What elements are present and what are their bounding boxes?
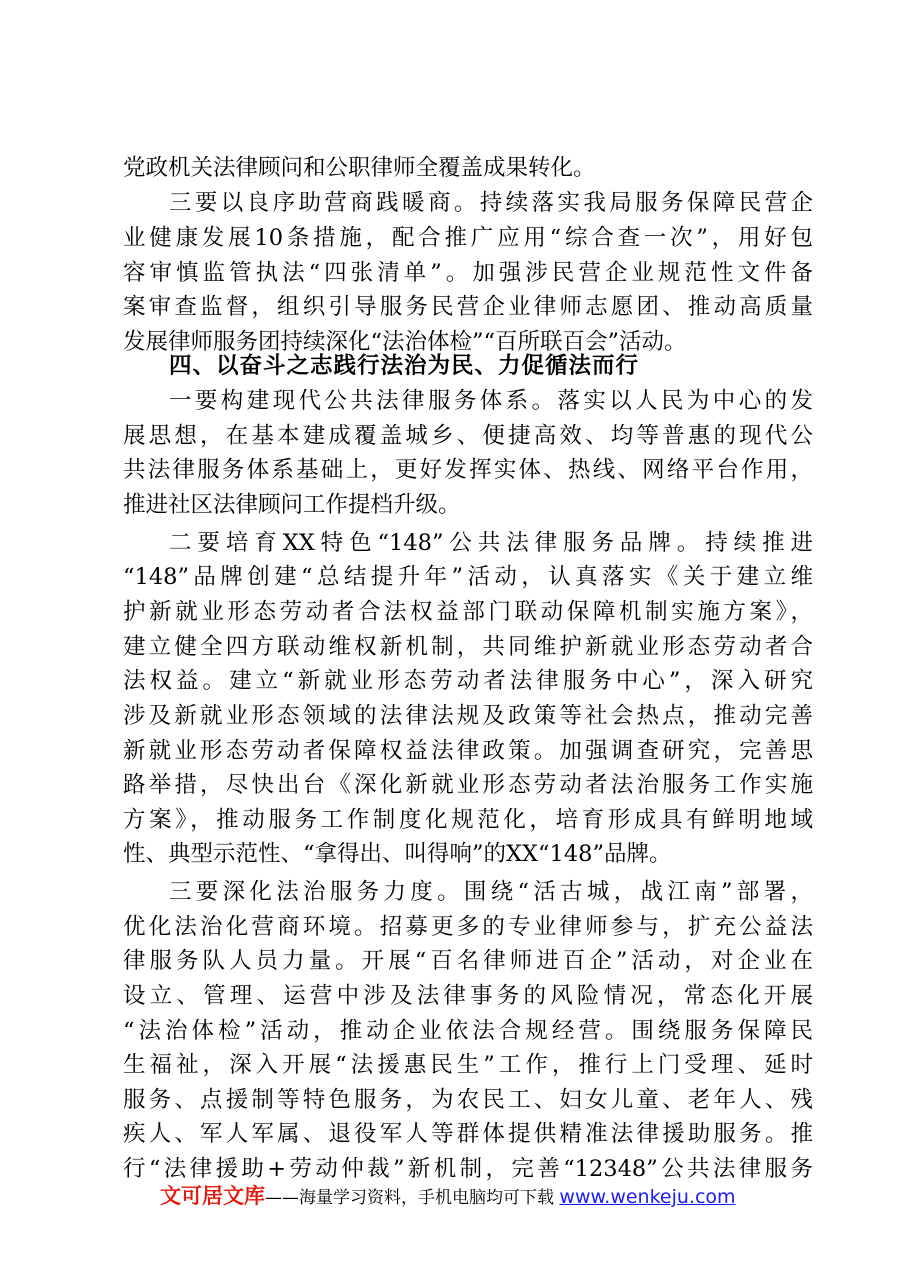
paragraph-line: 疾人、军人军属、退役军人等群体提供精准法律援助服务。推 — [123, 1121, 813, 1147]
paragraph-line: 业健康发展10条措施，配合推广应用“综合查一次”，用好包 — [123, 225, 813, 251]
paragraph-line: 推进社区法律顾问工作提档升级。 — [123, 492, 461, 518]
paragraph-line: 展思想，在基本建成覆盖城乡、便捷高效、均等普惠的现代公 — [123, 423, 813, 449]
footer-brand: 文可居文库 — [160, 1184, 265, 1208]
paragraph-line: 一要构建现代公共法律服务体系。落实以人民为中心的发 — [169, 388, 813, 414]
footer-url-link[interactable]: www.wenkeju.com — [559, 1186, 736, 1208]
paragraph-line: 新就业形态劳动者保障权益法律政策。加强调查研究，完善思 — [123, 738, 813, 764]
footer-banner — [160, 1182, 736, 1212]
paragraph-line: 服务、点援制等特色服务，为农民工、妇女儿童、老年人、残 — [123, 1087, 813, 1113]
paragraph-line: 优化法治化营商环境。招募更多的专业律师参与，扩充公益法 — [123, 914, 813, 940]
footer-slogan: ——海量学习资料，手机电脑均可下载 — [265, 1188, 554, 1208]
paragraph-line: 二要培育XX特色“148”公共法律服务品牌。持续推进 — [169, 530, 813, 556]
paragraph-line: 护新就业形态劳动者合法权益部门联动保障机制实施方案》， — [123, 599, 813, 625]
paragraph-line: 党政机关法律顾问和公职律师全覆盖成果转化。 — [123, 155, 596, 181]
paragraph-line: 律服务队人员力量。开展“百名律师进百企”活动，对企业在 — [123, 948, 813, 974]
paragraph-line: 方案》，推动服务工作制度化规范化，培育形成具有鲜明地域 — [123, 807, 813, 833]
paragraph-line: 设立、管理、运营中涉及法律事务的风险情况，常态化开展 — [123, 983, 813, 1009]
paragraph-line: 法权益。建立“新就业形态劳动者法律服务中心”，深入研究 — [123, 668, 813, 694]
section-heading: 四、以奋斗之志践行法治为民、力促循法而行 — [169, 353, 640, 379]
paragraph-line: 行“法律援助+劳动仲裁”新机制，完善“12348”公共法律服务 — [123, 1156, 813, 1182]
paragraph-line: “法治体检”活动，推动企业依法合规经营。围绕服务保障民 — [123, 1018, 813, 1044]
paragraph-line: 生福祉，深入开展“法援惠民生”工作，推行上门受理、延时 — [123, 1052, 813, 1078]
paragraph-line: “148”品牌创建“总结提升年”活动，认真落实《关于建立维 — [123, 564, 813, 590]
paragraph-line: 三要以良序助营商践暖商。持续落实我局服务保障民营企 — [169, 190, 813, 216]
paragraph-line: 路举措，尽快出台《深化新就业形态劳动者法治服务工作实施 — [123, 772, 813, 798]
paragraph-line: 性、典型示范性、“拿得出、叫得响”的XX“148”品牌。 — [123, 841, 672, 867]
paragraph-line: 共法律服务体系基础上，更好发挥实体、热线、网络平台作用， — [123, 457, 813, 483]
paragraph-line: 发展律师服务团持续深化“法治体检”“百所联百会”活动。 — [123, 329, 687, 355]
paragraph-line: 涉及新就业形态领域的法律法规及政策等社会热点，推动完善 — [123, 703, 813, 729]
paragraph-line: 三要深化法治服务力度。围绕“活古城，战江南”部署， — [169, 879, 813, 905]
paragraph-line: 案审查监督，组织引导服务民营企业律师志愿团、推动高质量 — [123, 294, 813, 320]
paragraph-line: 建立健全四方联动维权新机制，共同维护新就业形态劳动者合 — [123, 634, 813, 660]
paragraph-line: 容审慎监管执法“四张清单”。加强涉民营企业规范性文件备 — [123, 260, 813, 286]
